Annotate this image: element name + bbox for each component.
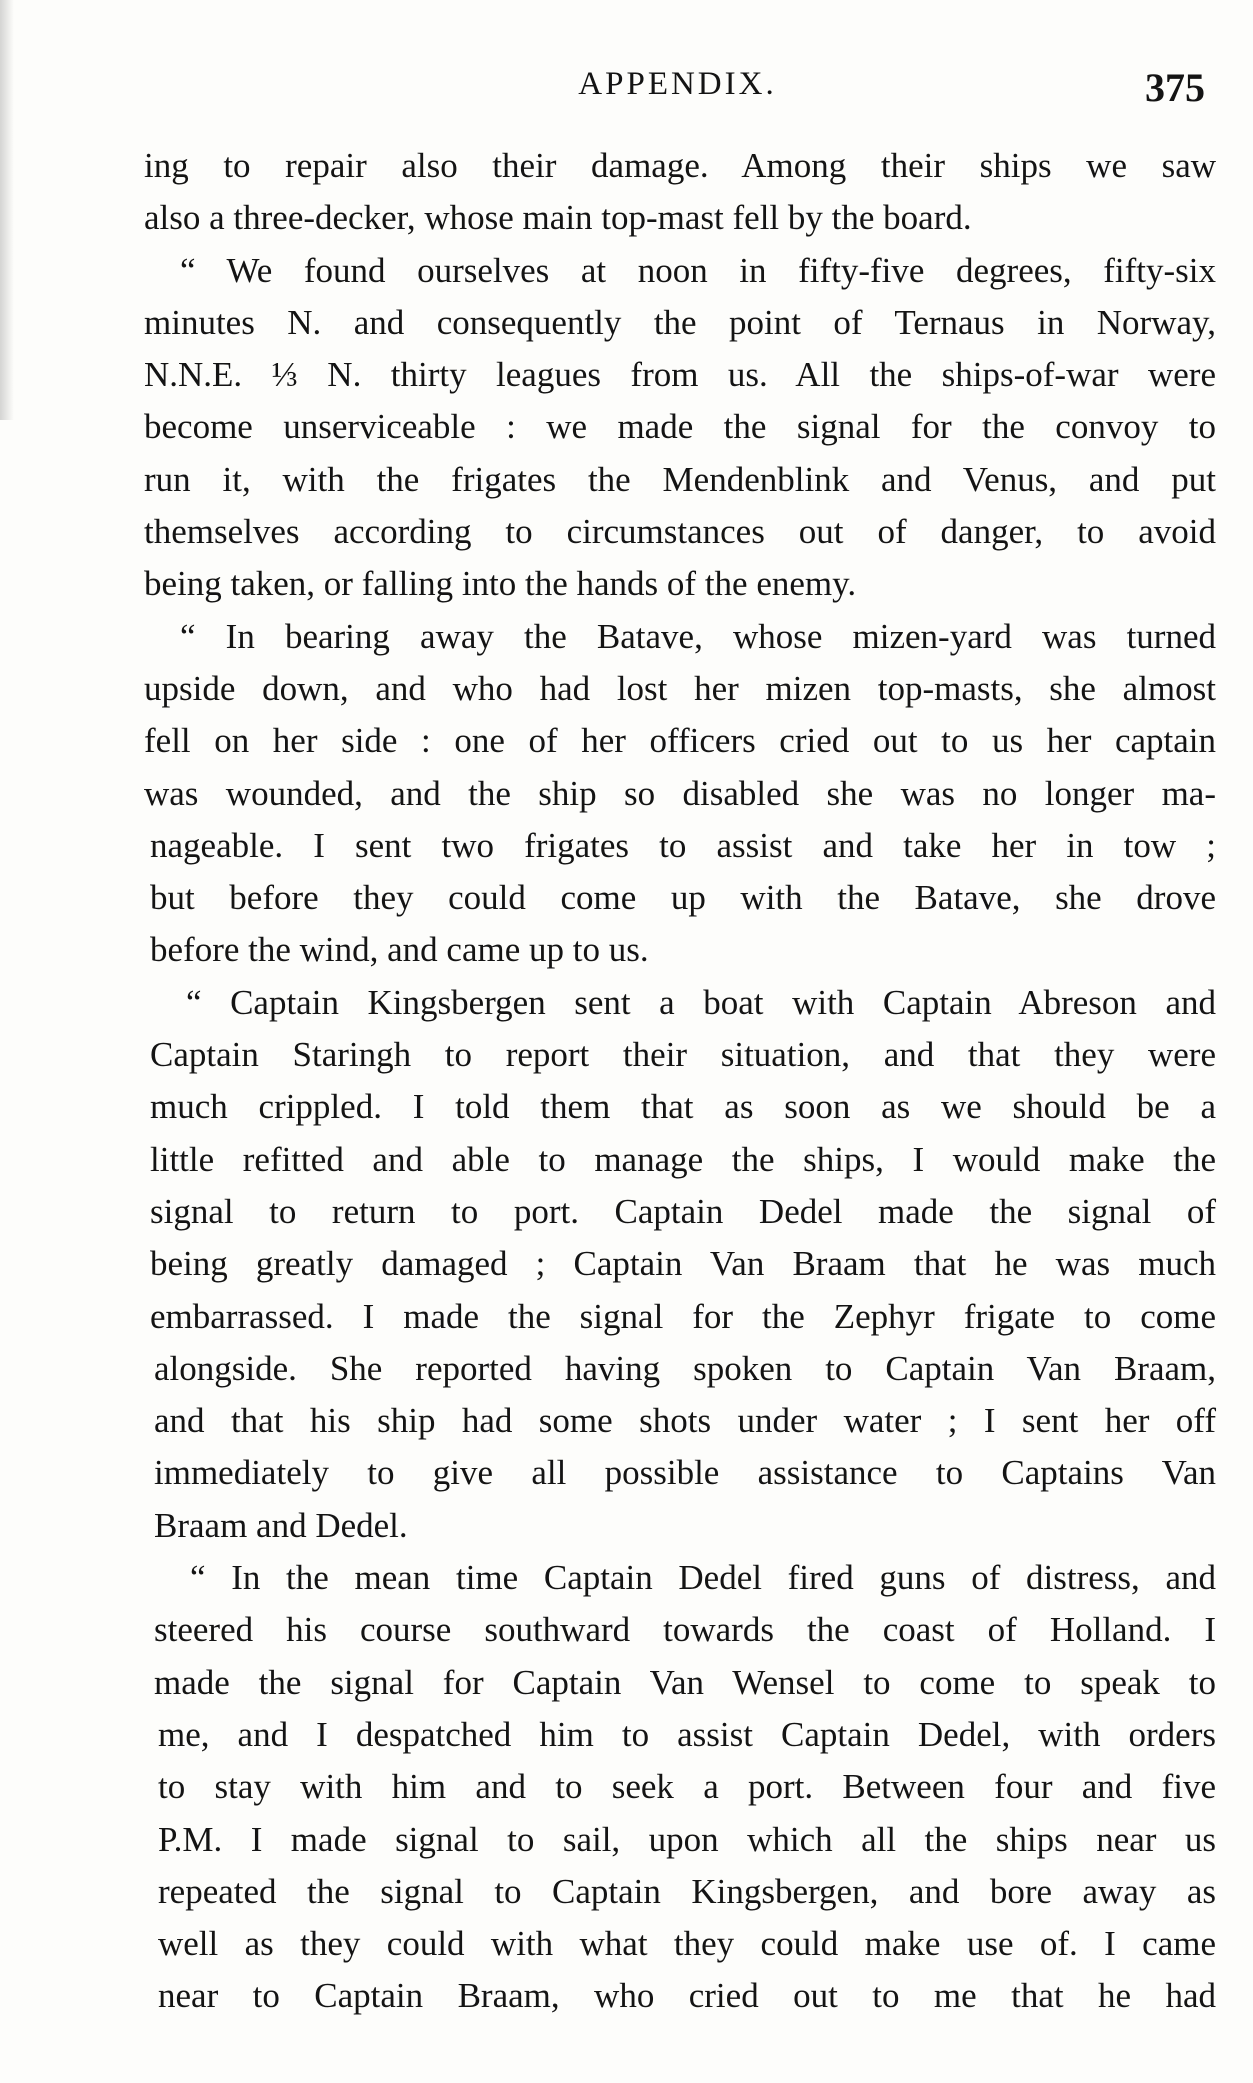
text-line: become unserviceable : we made the signal for the convoy to (144, 407, 1216, 447)
text-line: “ We found ourselves at noon in fifty-five degrees, fifty-six (180, 250, 1216, 290)
text-line: alongside. She reported having spoken to Captain Van Braam, (154, 1348, 1216, 1388)
body-text (144, 140, 1216, 2023)
text-line: nageable. I sent two frigates to assist and take her in tow ; (150, 825, 1216, 865)
page-number: 375 (1145, 65, 1205, 110)
text-line: Braam and Dedel. (154, 1505, 408, 1545)
text-line: being greatly damaged ; Captain Van Braam that he was much (150, 1244, 1216, 1284)
text-line: Captain Staringh to report their situation, and that they were (150, 1035, 1216, 1075)
text-line: to stay with him and to seek a port. Between four and five (158, 1767, 1216, 1807)
text-line: immediately to give all possible assistance to Captains Van (154, 1453, 1216, 1493)
text-line: made the signal for Captain Van Wensel to come to speak to (154, 1662, 1216, 1702)
text-line: much crippled. I told them that as soon as we should be a (150, 1087, 1216, 1127)
text-line: before the wind, and came up to us. (150, 930, 649, 970)
text-line-pm (158, 1814, 1216, 1866)
text-line: repeated the signal to Captain Kingsbergen, and bore away as (158, 1871, 1216, 1911)
binding-edge-shadow (0, 0, 14, 420)
text-line: steered his course southward towards the coast of Holland. I (154, 1610, 1216, 1650)
text-line: ing to repair also their damage. Among their ships we saw (144, 146, 1216, 185)
text-line: “ In the mean time Captain Dedel fired guns of distress, and (190, 1558, 1216, 1598)
text-line: me, and I despatched him to assist Captain Dedel, with orders (158, 1714, 1216, 1754)
text-line: upside down, and who had lost her mizen top-masts, she almost (144, 668, 1216, 708)
text-line: N.N.E. ⅓ N. thirty leagues from us. All the ships-of-war were (144, 355, 1216, 395)
text-line: run it, with the frigates the Mendenblink and Venus, and put (144, 459, 1216, 499)
page-header (150, 66, 1205, 118)
text-line: and that his ship had some shots under water ; I sent her off (154, 1401, 1216, 1441)
text-line: well as they could with what they could make use of. I came (158, 1924, 1216, 1964)
text-line: “ In bearing away the Batave, whose mizen-yard was turned (180, 616, 1216, 656)
text-line: themselves according to circumstances out of danger, to avoid (144, 512, 1216, 552)
text-line: fell on her side : one of her officers cried out to us her captain (144, 721, 1216, 761)
text-line: was wounded, and the ship so disabled she was no longer ma- (144, 773, 1216, 813)
text-line: also a three-decker, whose main top-mast fell by the board. (144, 198, 972, 238)
text-line: but before they could come up with the Batave, she drove (150, 878, 1216, 918)
text-line: signal to return to port. Captain Dedel made the signal of (150, 1191, 1216, 1231)
text-line: little refitted and able to manage the ships, I would make the (150, 1139, 1216, 1179)
pm-abbreviation: P.M. (158, 1819, 223, 1859)
text-line: embarrassed. I made the signal for the Zephyr frigate to come (150, 1296, 1216, 1336)
text-line: minutes N. and consequently the point of Ternaus in Norway, (144, 302, 1216, 342)
text-line: “ Captain Kingsbergen sent a boat with Captain Abreson and (186, 982, 1216, 1022)
text-line: near to Captain Braam, who cried out to me that he had (158, 1976, 1216, 2016)
text-line-remainder: I made signal to sail, upon which all the ships near us (250, 1819, 1217, 1859)
text-line: being taken, or falling into the hands of the enemy. (144, 564, 857, 604)
running-head: APPENDIX. (578, 66, 777, 102)
